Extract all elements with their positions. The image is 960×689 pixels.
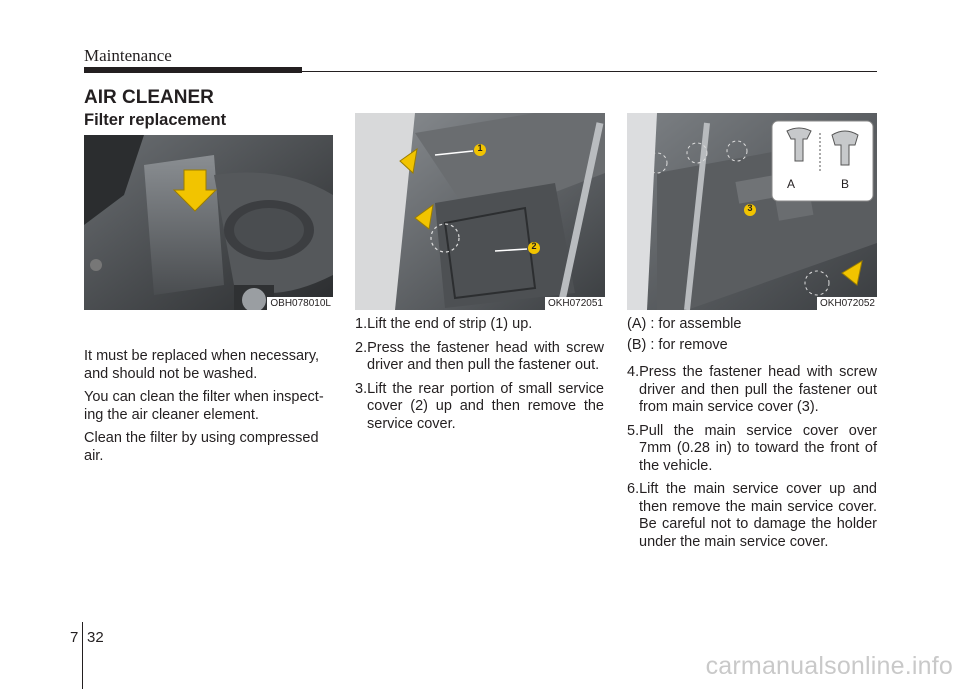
chapter-number: 7 xyxy=(70,629,79,646)
figure-code: OKH072052 xyxy=(817,297,877,310)
callout-3: 3 xyxy=(747,203,753,213)
column-1-text xyxy=(84,348,334,471)
step-3: 3.Lift the rear portion of small service cover (2) up and then remove the service cover. xyxy=(355,380,604,432)
footer-rule xyxy=(82,622,83,689)
step-6: 6.Lift the main service cover up and then remove the main service cover. Be careful not to damage the holder under the main service cover. xyxy=(627,481,877,550)
section-subtitle: Filter replacement xyxy=(84,111,227,129)
legend-a: (A) : for assemble xyxy=(627,316,742,332)
figure-code: OKH072051 xyxy=(545,297,605,310)
step-2: 2.Press the fastener head with screw driver and then pull the fastener out. xyxy=(355,339,604,373)
figure-service-cover-main xyxy=(627,113,877,310)
figure-service-cover-small xyxy=(355,113,605,310)
legend-b: (B) : for remove xyxy=(627,336,728,353)
paragraph: You can clean the filter when inspect-ing the air cleaner element. xyxy=(84,389,324,423)
step-1: 1.Lift the end of strip (1) up. xyxy=(355,316,533,332)
paragraph: It must be replaced when necessary, and should not be washed. xyxy=(84,348,320,382)
header-rule xyxy=(302,71,877,72)
header-bar xyxy=(84,67,302,73)
column-3-text xyxy=(627,316,877,557)
step-5: 5.Pull the main service cover over 7mm (0.28 in) to toward the front of the vehicle. xyxy=(627,422,877,474)
callout-2: 2 xyxy=(531,241,537,251)
figure-code: OBH078010L xyxy=(267,297,333,310)
page-number: 32 xyxy=(87,629,104,646)
column-2-text xyxy=(355,316,604,439)
figure-engine-bay xyxy=(84,135,333,310)
step-4: 4.Press the fastener head with screw driver and then pull the fastener out from main service cover (3). xyxy=(627,364,877,415)
engine-bay-illustration xyxy=(84,135,333,310)
inset-label-b: B xyxy=(841,177,850,191)
callout-1: 1 xyxy=(477,143,483,153)
running-header: Maintenance xyxy=(84,46,172,65)
paragraph: Clean the filter by using compressed air. xyxy=(84,430,319,464)
section-title: AIR CLEANER xyxy=(84,87,214,108)
watermark: carmanualsonline.info xyxy=(705,652,953,680)
inset-label-a: A xyxy=(787,177,796,191)
